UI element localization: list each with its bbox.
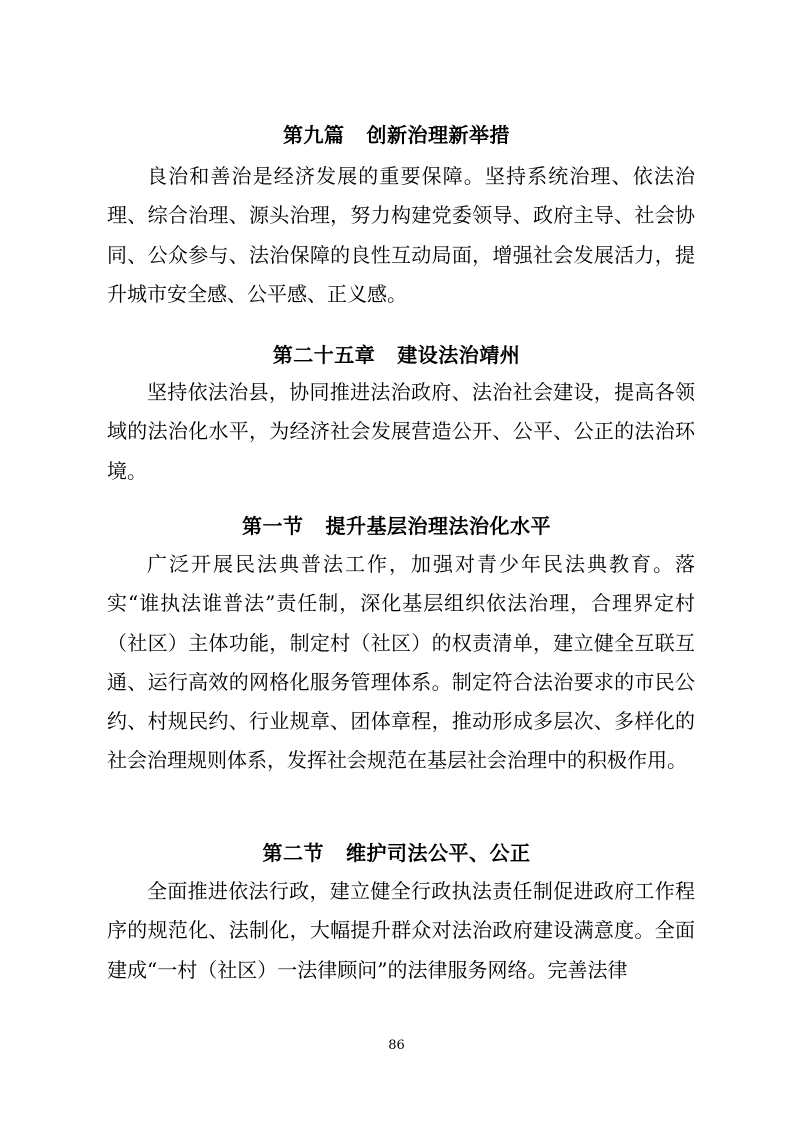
section-heading	[0, 839, 793, 867]
section-title: 维护司法公平、公正	[346, 841, 531, 865]
chapter-number: 第二十五章	[272, 343, 376, 367]
chapter-intro-paragraph: 坚持依法治县，协同推进法治政府、法治社会建设，提高各领域的法治化水平，为经济社会发展营造公开、公平、公正的法治环境。	[107, 380, 695, 483]
part-number: 第九篇	[283, 123, 345, 147]
section-body-block	[107, 545, 695, 781]
section-number: 第一节	[242, 514, 304, 538]
section-body-paragraph: 全面推进依法行政，建立健全行政执法责任制促进政府工作程序的规范化、法制化，大幅提升群众对法治政府建设满意度。全面建成“一村（社区）一法律顾问”的法律服务网络。完善法律	[107, 879, 695, 982]
chapter-intro-block	[107, 373, 695, 491]
chapter-title: 建设法治靖州	[397, 343, 521, 367]
section-heading	[0, 512, 793, 540]
part-title: 创新治理新举措	[366, 123, 510, 147]
part-intro-paragraph: 良治和善治是经济发展的重要保障。坚持系统治理、依法治理、综合治理、源头治理，努力构建党委领导、政府主导、社会协同、公众参与、法治保障的良性互动局面，增强社会发展活力，提升城市安全感、公平感、正义感。	[107, 164, 695, 306]
chapter-heading	[0, 341, 793, 369]
section-title: 提升基层治理法治化水平	[325, 514, 551, 538]
section-number: 第二节	[262, 841, 324, 865]
page-number: 86	[388, 1038, 405, 1053]
section-body-block	[107, 872, 695, 990]
part-heading	[0, 121, 793, 149]
section-body-paragraph: 广泛开展民法典普法工作，加强对青少年民法典教育。落实“谁执法谁普法”责任制，深化基层组织依法治理，合理界定村（社区）主体功能，制定村（社区）的权责清单，建立健全互联互通、运行高效的网格化服务管理体系。制定符合法治要求的市民公约、村规民约、行业规章、团体章程，推动形成多层次、多样化的社会治理规则体系，发挥社会规范在基层社会治理中的积极作用。	[107, 552, 695, 773]
part-intro-block	[107, 157, 695, 314]
